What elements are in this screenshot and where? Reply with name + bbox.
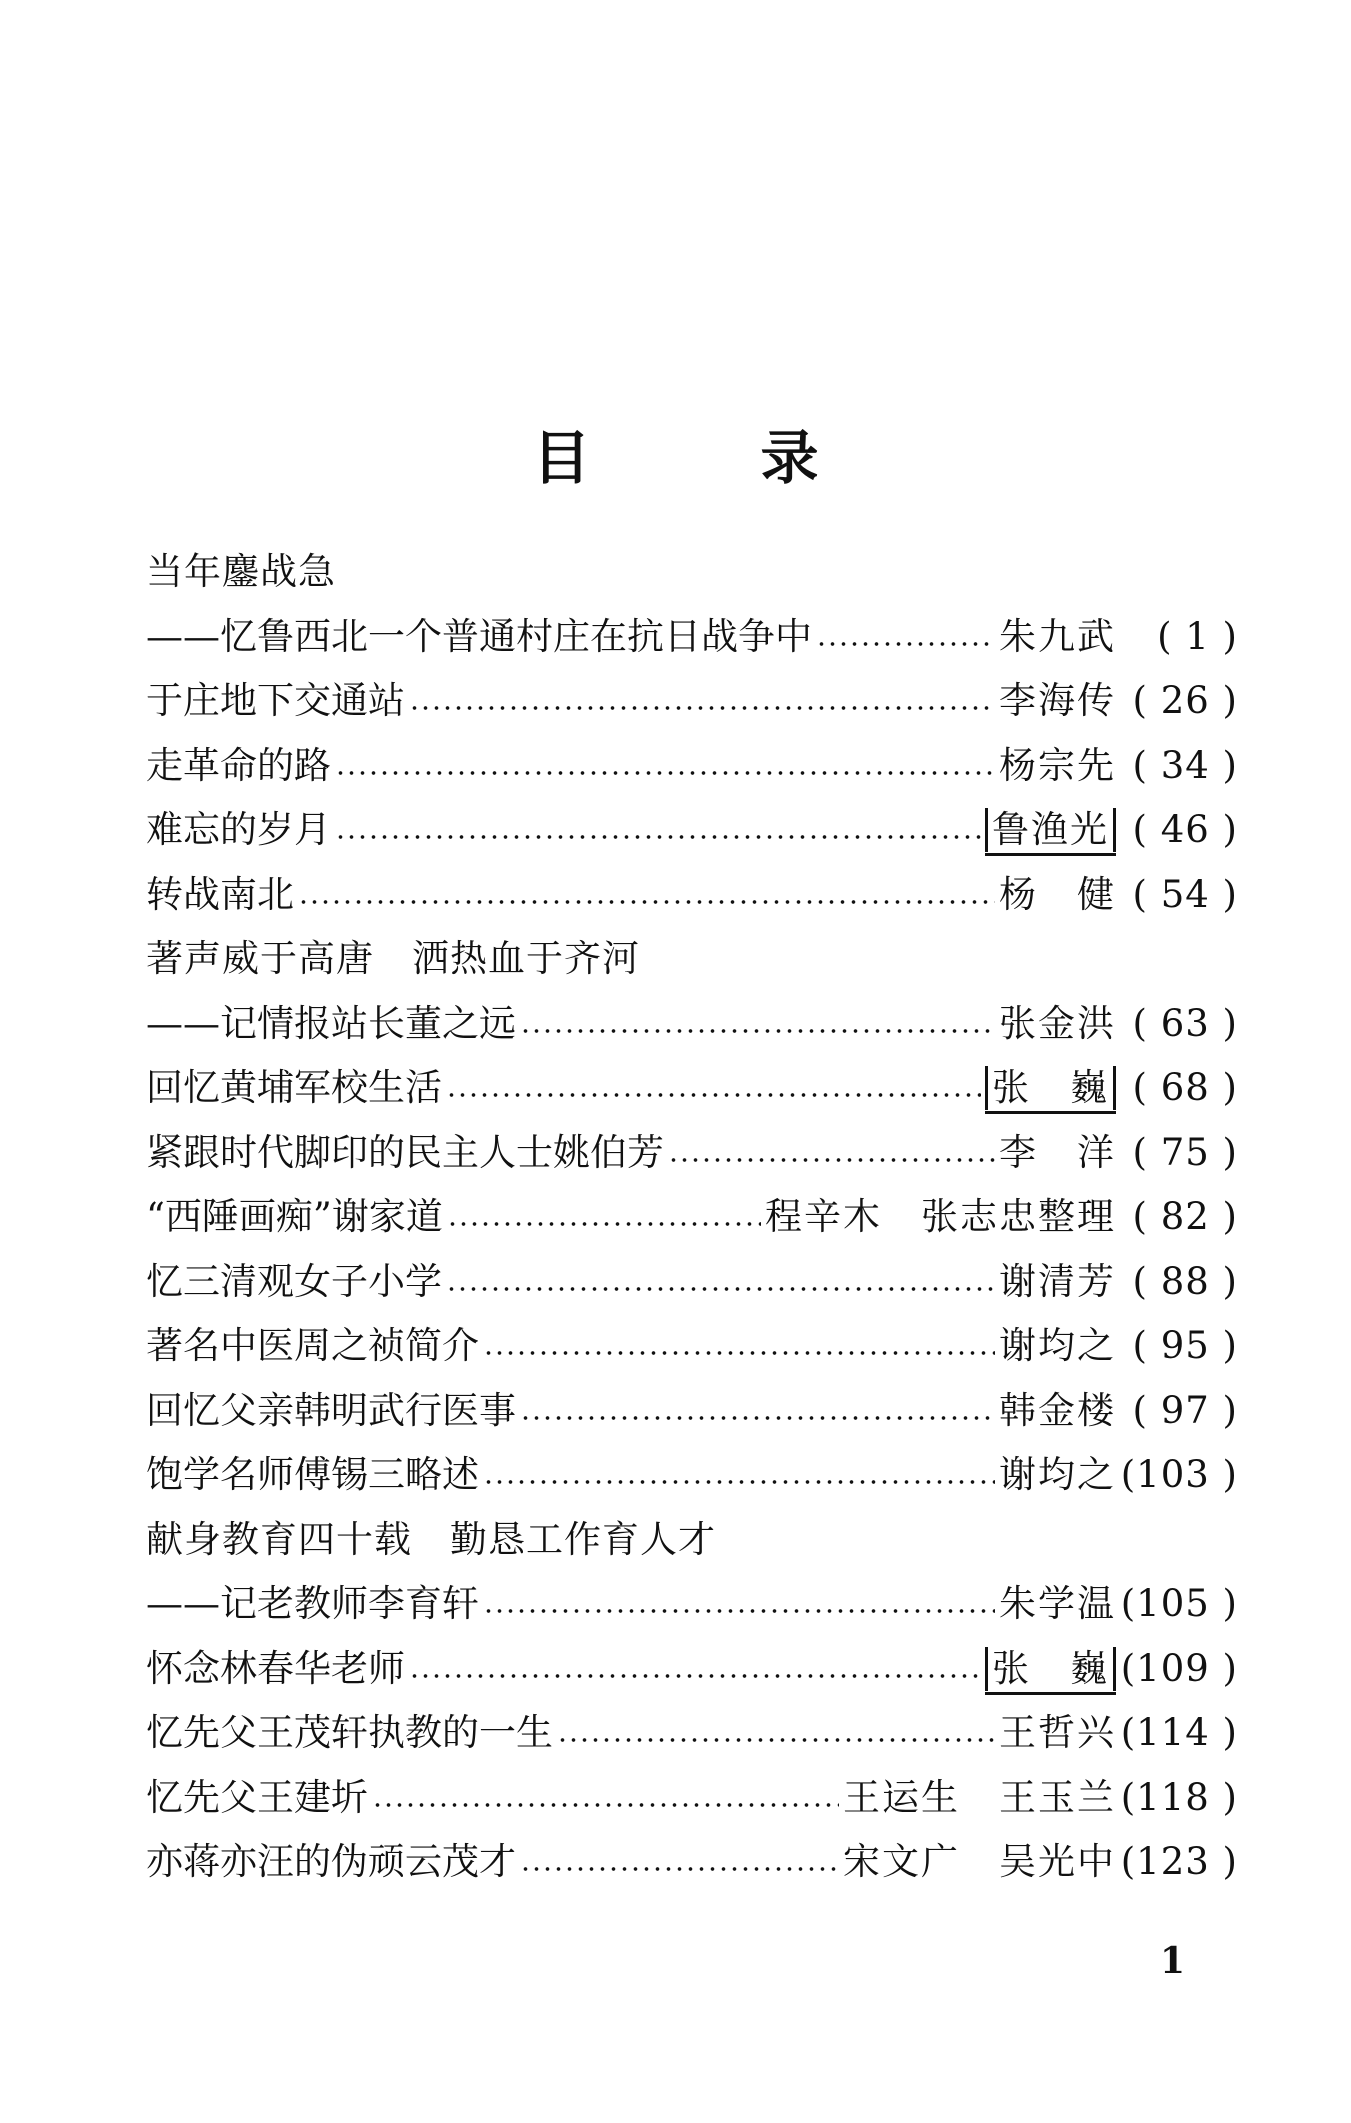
toc-entry <box>146 1443 1238 1508</box>
entry-author: 宋文广 吴光中 <box>843 1840 1116 1884</box>
entry-title: 忆先父王建圻 <box>146 1775 368 1819</box>
entry-author: 杨宗先 <box>999 743 1116 787</box>
dot-leader <box>668 1158 995 1162</box>
entry-page: ( 88 ) <box>1132 1259 1238 1303</box>
entry-title: 怀念林春华老师 <box>146 1646 405 1690</box>
page-title-char-2: 录 <box>760 424 819 492</box>
dot-leader <box>447 1222 761 1226</box>
entry-author: 杨 健 <box>999 872 1116 916</box>
entry-title: 忆先父王茂轩执教的一生 <box>146 1711 553 1755</box>
entry-page: ( 95 ) <box>1132 1324 1238 1368</box>
toc-entry <box>146 669 1238 734</box>
toc-entry <box>146 798 1238 863</box>
entry-author: 谢清芳 <box>999 1259 1116 1303</box>
dot-leader <box>335 771 995 775</box>
page-number: 1 <box>1160 1940 1186 1982</box>
entry-page: ( 54 ) <box>1132 872 1238 916</box>
entry-author: 李 洋 <box>999 1130 1116 1174</box>
entry-title: 于庄地下交通站 <box>146 679 405 723</box>
entry-author: 谢均之 <box>999 1453 1116 1497</box>
entry-author: 王哲兴 <box>999 1711 1116 1755</box>
toc-entry <box>146 734 1238 799</box>
entry-author: 朱九武 <box>999 614 1116 658</box>
toc-entry <box>146 927 1238 992</box>
toc-entry <box>146 1701 1238 1766</box>
entry-author: 程辛木 张志忠整理 <box>765 1195 1116 1239</box>
entry-title: 亦蒋亦汪的伪顽云茂才 <box>146 1840 516 1884</box>
toc-entry <box>146 1314 1238 1379</box>
dot-leader <box>335 835 981 839</box>
entry-author: 张金洪 <box>999 1001 1116 1045</box>
entry-page: (109 ) <box>1120 1646 1238 1690</box>
toc-entry <box>146 1766 1238 1831</box>
toc-entry <box>146 1121 1238 1186</box>
entry-page: (123 ) <box>1120 1840 1238 1884</box>
toc-entry <box>146 540 1238 605</box>
entry-author: 韩金楼 <box>999 1388 1116 1432</box>
toc-entry <box>146 605 1238 670</box>
entry-title: 著声威于高唐 洒热血于齐河 <box>146 937 640 981</box>
toc-entry <box>146 1379 1238 1444</box>
entry-author: 谢均之 <box>999 1324 1116 1368</box>
entry-page: (114 ) <box>1120 1711 1238 1755</box>
entry-title: ——记情报站长董之远 <box>146 1001 516 1045</box>
toc-entry <box>146 863 1238 928</box>
dot-leader <box>483 1480 995 1484</box>
dot-leader <box>446 1093 981 1097</box>
entry-title: 饱学名师傅锡三略述 <box>146 1453 479 1497</box>
toc-entry <box>146 992 1238 1057</box>
dot-leader <box>557 1738 995 1742</box>
page-title-char-1: 目 <box>532 424 591 492</box>
dot-leader <box>483 1609 995 1613</box>
entry-page: (105 ) <box>1120 1582 1238 1626</box>
entry-title: 忆三清观女子小学 <box>146 1259 442 1303</box>
entry-title: 难忘的岁月 <box>146 808 331 852</box>
entry-page: ( 63 ) <box>1132 1001 1238 1045</box>
entry-page: ( 34 ) <box>1132 743 1238 787</box>
entry-title: 当年鏖战急 <box>146 550 336 594</box>
entry-title: 转战南北 <box>146 872 294 916</box>
entry-page: ( 46 ) <box>1132 808 1238 852</box>
entry-author-boxed: 张 巍 <box>985 1647 1116 1691</box>
entry-author: 王运生 王玉兰 <box>843 1775 1116 1819</box>
entry-page: ( 68 ) <box>1132 1066 1238 1110</box>
dot-leader <box>409 1674 981 1678</box>
entry-author: 李海传 <box>999 679 1116 723</box>
dot-leader <box>372 1803 839 1807</box>
entry-title: ——记老教师李育轩 <box>146 1582 479 1626</box>
toc-list <box>146 540 1238 1895</box>
toc-entry <box>146 1508 1238 1573</box>
toc-entry <box>146 1572 1238 1637</box>
toc-entry <box>146 1056 1238 1121</box>
entry-title: “西陲画痴”谢家道 <box>146 1195 443 1239</box>
entry-title: 献身教育四十载 勤恳工作育人才 <box>146 1517 716 1561</box>
entry-page: ( 82 ) <box>1132 1195 1238 1239</box>
dot-leader <box>816 642 995 646</box>
entry-title: 紧跟时代脚印的民主人士姚伯芳 <box>146 1130 664 1174</box>
entry-page: (118 ) <box>1120 1775 1238 1819</box>
dot-leader <box>483 1351 995 1355</box>
entry-title: 走革命的路 <box>146 743 331 787</box>
entry-page: ( 97 ) <box>1132 1388 1238 1432</box>
entry-title: 著名中医周之祯简介 <box>146 1324 479 1368</box>
entry-title: ——忆鲁西北一个普通村庄在抗日战争中 <box>146 614 812 658</box>
entry-author-boxed: 张 巍 <box>985 1066 1116 1110</box>
dot-leader <box>446 1287 995 1291</box>
dot-leader <box>409 706 995 710</box>
entry-page: ( 26 ) <box>1132 679 1238 723</box>
toc-entry <box>146 1185 1238 1250</box>
toc-entry <box>146 1830 1238 1895</box>
entry-page: (103 ) <box>1120 1453 1238 1497</box>
toc-entry <box>146 1637 1238 1702</box>
page-title <box>0 418 1351 498</box>
entry-page: ( 75 ) <box>1132 1130 1238 1174</box>
dot-leader <box>298 900 995 904</box>
entry-title: 回忆黄埔军校生活 <box>146 1066 442 1110</box>
toc-entry <box>146 1250 1238 1315</box>
entry-page: ( 1 ) <box>1157 614 1238 658</box>
entry-title: 回忆父亲韩明武行医事 <box>146 1388 516 1432</box>
dot-leader <box>520 1416 995 1420</box>
entry-author-boxed: 鲁渔光 <box>985 808 1116 852</box>
dot-leader <box>520 1867 839 1871</box>
dot-leader <box>520 1029 995 1033</box>
entry-author: 朱学温 <box>999 1582 1116 1626</box>
